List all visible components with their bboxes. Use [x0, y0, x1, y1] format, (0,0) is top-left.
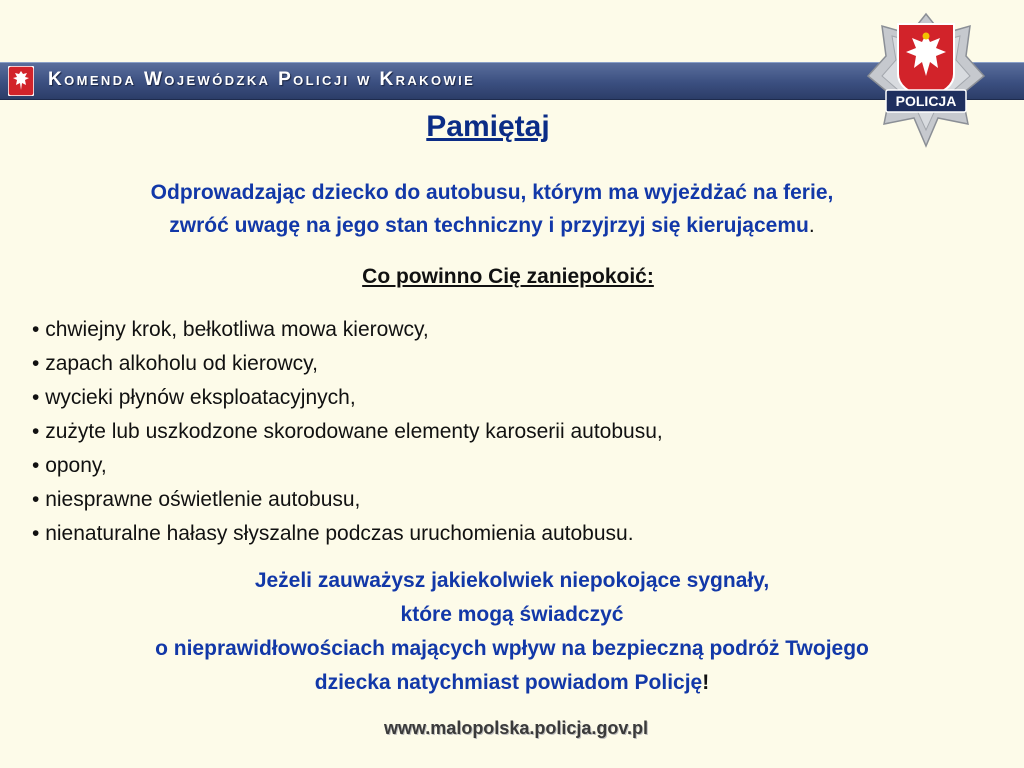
- intro-line-1: Odprowadzając dziecko do autobusu, którym ma wyjeżdżać na ferie,: [150, 181, 834, 204]
- header-title: Komenda Wojewódzka Policji w Krakowie: [48, 69, 476, 90]
- list-item: • wycieki płynów eksploatacyjnych,: [32, 381, 663, 415]
- intro-paragraph: [0, 176, 1024, 242]
- warning-signs-list: [32, 313, 663, 551]
- intro-line-2: zwróć uwagę na jego stan techniczny i przyjrzyj się kierującemu.: [169, 214, 815, 237]
- warning-line-4: dziecka natychmiast powiadom Policję!: [314, 671, 710, 694]
- list-item: • opony,: [32, 449, 663, 483]
- page-title: Pamiętaj: [426, 110, 550, 143]
- warning-line-2: które mogą świadczyć: [400, 603, 624, 626]
- call-to-action: [0, 564, 1024, 700]
- list-item: • niesprawne oświetlenie autobusu,: [32, 483, 663, 517]
- warning-line-3: o nieprawidłowościach mających wpływ na bezpieczną podróż Twojego: [155, 637, 869, 660]
- list-item: • chwiejny krok, bełkotliwa mowa kierowcy,: [32, 313, 663, 347]
- poland-eagle-icon: [8, 66, 34, 96]
- warning-line-1: Jeżeli zauważysz jakiekolwiek niepokojące sygnały,: [254, 569, 770, 592]
- list-item: • zapach alkoholu od kierowcy,: [32, 347, 663, 381]
- footer-url: www.malopolska.policja.gov.pl: [383, 718, 649, 738]
- section-subtitle: Co powinno Cię zaniepokoić:: [362, 265, 654, 288]
- badge-label: POLICJA: [895, 93, 957, 109]
- list-item: • zużyte lub uszkodzone skorodowane elementy karoserii autobusu,: [32, 415, 663, 449]
- list-item: • nienaturalne hałasy słyszalne podczas uruchomienia autobusu.: [32, 517, 663, 551]
